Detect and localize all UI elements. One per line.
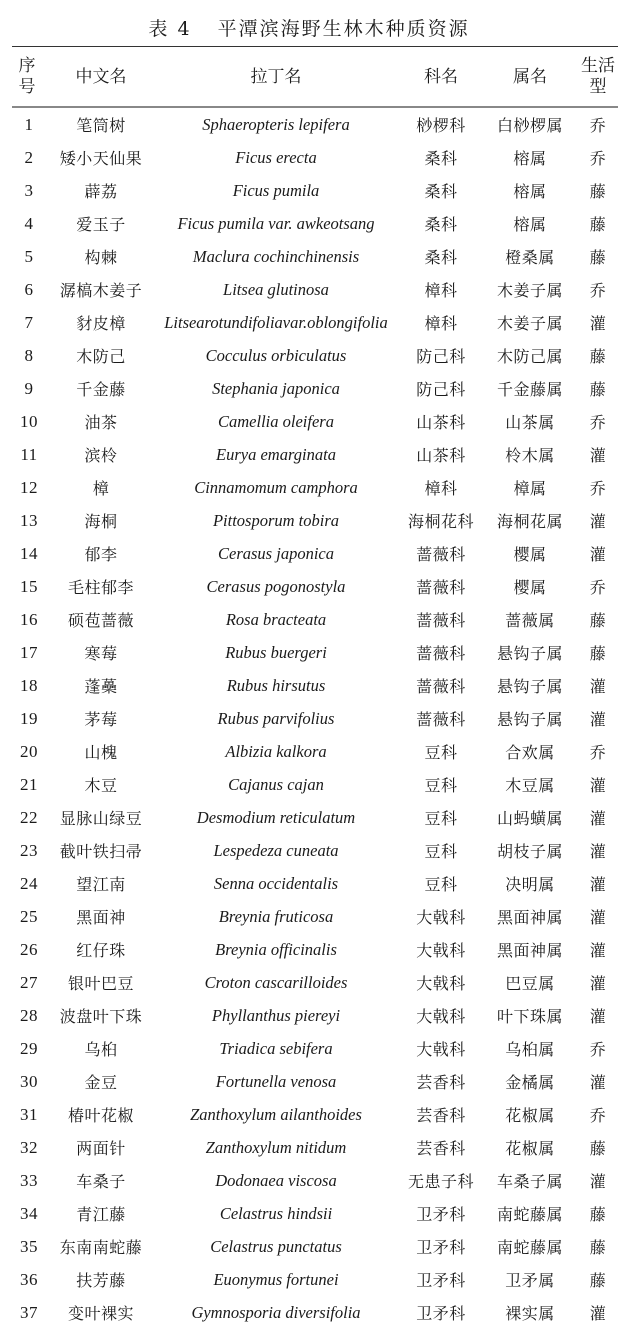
life-form: 乔 bbox=[589, 578, 607, 597]
genus-name: 橙桑属 bbox=[505, 248, 555, 267]
table-row bbox=[0, 900, 618, 933]
latin-name: Albizia kalkora bbox=[225, 741, 327, 761]
genus-name: 巴豆属 bbox=[505, 974, 555, 993]
family-name: 桑科 bbox=[424, 215, 458, 234]
life-form: 灌 bbox=[589, 776, 607, 795]
chinese-name: 木豆 bbox=[84, 776, 118, 795]
latin-name: Triadica sebifera bbox=[219, 1038, 333, 1058]
latin-name: Celastrus punctatus bbox=[210, 1236, 342, 1256]
chinese-name: 显脉山绿豆 bbox=[59, 809, 143, 828]
row-number: 30 bbox=[20, 1071, 38, 1091]
chinese-name: 千金藤 bbox=[76, 380, 126, 399]
genus-name: 卫矛属 bbox=[505, 1271, 555, 1290]
chinese-name: 薜荔 bbox=[84, 182, 118, 201]
chinese-name: 构棘 bbox=[84, 248, 118, 267]
family-name: 桫椤科 bbox=[416, 116, 466, 135]
family-name: 蔷薇科 bbox=[416, 710, 466, 729]
genus-name: 榕属 bbox=[513, 215, 547, 234]
latin-name: Desmodium reticulatum bbox=[196, 807, 356, 827]
genus-name: 柃木属 bbox=[505, 446, 555, 465]
row-number: 14 bbox=[20, 543, 38, 563]
family-name: 樟科 bbox=[424, 314, 458, 333]
life-form: 灌 bbox=[589, 875, 607, 894]
row-number: 22 bbox=[20, 807, 38, 827]
latin-name: Ficus erecta bbox=[235, 147, 317, 167]
row-number: 7 bbox=[24, 312, 34, 332]
latin-name: Zanthoxylum ailanthoides bbox=[190, 1104, 362, 1124]
life-form: 藤 bbox=[589, 215, 607, 234]
family-name: 大戟科 bbox=[416, 941, 466, 960]
latin-name: Phyllanthus piereyi bbox=[211, 1005, 341, 1025]
header-family: 科名 bbox=[424, 66, 458, 87]
life-form: 灌 bbox=[589, 1007, 607, 1026]
chinese-name: 海桐 bbox=[84, 512, 118, 531]
family-name: 豆科 bbox=[424, 842, 458, 861]
genus-name: 花椒属 bbox=[505, 1139, 555, 1158]
family-name: 蔷薇科 bbox=[416, 611, 466, 630]
latin-name: Sphaeropteris lepifera bbox=[202, 114, 350, 134]
genus-name: 山蚂蟥属 bbox=[496, 809, 563, 828]
latin-name: Stephania japonica bbox=[212, 378, 340, 398]
chinese-name: 波盘叶下珠 bbox=[59, 1007, 143, 1026]
table-header bbox=[0, 48, 618, 106]
genus-name: 木豆属 bbox=[505, 776, 555, 795]
life-form: 藤 bbox=[589, 1271, 607, 1290]
chinese-name: 蓬蘽 bbox=[84, 677, 118, 696]
latin-name: Ficus pumila var. awkeotsang bbox=[177, 213, 375, 233]
life-form: 灌 bbox=[589, 908, 607, 927]
family-name: 蔷薇科 bbox=[416, 644, 466, 663]
table-row bbox=[0, 801, 618, 834]
table-row bbox=[0, 405, 618, 438]
table-row bbox=[0, 570, 618, 603]
table-body bbox=[0, 108, 618, 1329]
table-row bbox=[0, 933, 618, 966]
latin-name: Breynia officinalis bbox=[215, 939, 337, 959]
life-form: 藤 bbox=[589, 611, 607, 630]
latin-name: Maclura cochinchinensis bbox=[192, 246, 360, 266]
row-number: 15 bbox=[20, 576, 38, 596]
latin-name: Celastrus hindsii bbox=[219, 1203, 333, 1223]
life-form: 灌 bbox=[589, 842, 607, 861]
life-form: 灌 bbox=[589, 512, 607, 531]
row-number: 27 bbox=[20, 972, 38, 992]
row-number: 29 bbox=[20, 1038, 38, 1058]
row-number: 24 bbox=[20, 873, 38, 893]
latin-name: Litsearotundifoliavar.oblongifolia bbox=[164, 312, 388, 332]
genus-name: 车桑子属 bbox=[496, 1172, 563, 1191]
family-name: 卫矛科 bbox=[416, 1304, 466, 1323]
row-number: 28 bbox=[20, 1005, 38, 1025]
family-name: 防己科 bbox=[416, 380, 466, 399]
chinese-name: 油茶 bbox=[84, 413, 118, 432]
life-form: 藤 bbox=[589, 644, 607, 663]
latin-name: Ficus pumila bbox=[232, 180, 320, 200]
latin-name: Dodonaea viscosa bbox=[215, 1170, 337, 1190]
genus-name: 乌桕属 bbox=[505, 1040, 555, 1059]
row-number: 17 bbox=[20, 642, 38, 662]
genus-name: 金橘属 bbox=[505, 1073, 555, 1092]
chinese-name: 滨柃 bbox=[84, 446, 118, 465]
family-name: 大戟科 bbox=[416, 1040, 466, 1059]
latin-name: Breynia fruticosa bbox=[218, 906, 334, 926]
table-row bbox=[0, 768, 618, 801]
chinese-name: 黑面神 bbox=[76, 908, 126, 927]
chinese-name: 两面针 bbox=[76, 1139, 126, 1158]
chinese-name: 樟 bbox=[92, 479, 110, 498]
latin-name: Cinnamomum camphora bbox=[194, 477, 358, 497]
genus-name: 胡枝子属 bbox=[496, 842, 563, 861]
family-name: 豆科 bbox=[424, 743, 458, 762]
family-name: 无患子科 bbox=[407, 1172, 474, 1191]
life-form: 灌 bbox=[589, 1304, 607, 1323]
life-form: 乔 bbox=[589, 743, 607, 762]
family-name: 大戟科 bbox=[416, 974, 466, 993]
table-row bbox=[0, 372, 618, 405]
row-number: 10 bbox=[20, 411, 38, 431]
genus-name: 悬钩子属 bbox=[496, 677, 563, 696]
table-row bbox=[0, 207, 618, 240]
header-genus: 属名 bbox=[513, 66, 547, 87]
chinese-name: 潺槁木姜子 bbox=[59, 281, 143, 300]
latin-name: Cerasus japonica bbox=[218, 543, 334, 563]
life-form: 藤 bbox=[589, 182, 607, 201]
genus-name: 裸实属 bbox=[505, 1304, 555, 1323]
family-name: 豆科 bbox=[424, 776, 458, 795]
latin-name: Cajanus cajan bbox=[228, 774, 324, 794]
chinese-name: 毛柱郁李 bbox=[67, 578, 134, 597]
table-row bbox=[0, 108, 618, 141]
table-row bbox=[0, 702, 618, 735]
genus-name: 木姜子属 bbox=[496, 314, 563, 333]
table-row bbox=[0, 834, 618, 867]
top-rule bbox=[12, 46, 618, 47]
row-number: 5 bbox=[24, 246, 34, 266]
table-row bbox=[0, 1098, 618, 1131]
life-form: 灌 bbox=[589, 710, 607, 729]
row-number: 18 bbox=[20, 675, 38, 695]
row-number: 1 bbox=[24, 114, 34, 134]
table-row bbox=[0, 1263, 618, 1296]
family-name: 樟科 bbox=[424, 479, 458, 498]
family-name: 芸香科 bbox=[416, 1139, 466, 1158]
row-number: 35 bbox=[20, 1236, 38, 1256]
chinese-name: 木防己 bbox=[76, 347, 126, 366]
genus-name: 樟属 bbox=[513, 479, 547, 498]
family-name: 大戟科 bbox=[416, 1007, 466, 1026]
header-latin-name: 拉丁名 bbox=[250, 66, 302, 87]
life-form: 乔 bbox=[589, 1106, 607, 1125]
row-number: 23 bbox=[20, 840, 38, 860]
chinese-name: 扶芳藤 bbox=[76, 1271, 126, 1290]
life-form: 灌 bbox=[589, 809, 607, 828]
life-form: 灌 bbox=[589, 446, 607, 465]
life-form: 藤 bbox=[589, 1205, 607, 1224]
table-row bbox=[0, 1032, 618, 1065]
genus-name: 白桫椤属 bbox=[496, 116, 563, 135]
chinese-name: 金豆 bbox=[84, 1073, 118, 1092]
header-no: 序 号 bbox=[18, 56, 36, 97]
life-form: 灌 bbox=[589, 941, 607, 960]
row-number: 34 bbox=[20, 1203, 38, 1223]
table-row bbox=[0, 339, 618, 372]
life-form: 乔 bbox=[589, 413, 607, 432]
chinese-name: 车桑子 bbox=[76, 1172, 126, 1191]
header-chinese-name: 中文名 bbox=[75, 66, 127, 87]
table-row bbox=[0, 867, 618, 900]
life-form: 灌 bbox=[589, 314, 607, 333]
life-form: 灌 bbox=[589, 974, 607, 993]
genus-name: 蔷薇属 bbox=[505, 611, 555, 630]
genus-name: 南蛇藤属 bbox=[496, 1205, 563, 1224]
family-name: 樟科 bbox=[424, 281, 458, 300]
latin-name: Rubus hirsutus bbox=[226, 675, 326, 695]
table-row bbox=[0, 1197, 618, 1230]
family-name: 山茶科 bbox=[416, 446, 466, 465]
family-name: 蔷薇科 bbox=[416, 578, 466, 597]
row-number: 13 bbox=[20, 510, 38, 530]
genus-name: 榕属 bbox=[513, 149, 547, 168]
life-form: 灌 bbox=[589, 677, 607, 696]
table-row bbox=[0, 1230, 618, 1263]
latin-name: Camellia oleifera bbox=[218, 411, 334, 431]
chinese-name: 郁李 bbox=[84, 545, 118, 564]
latin-name: Cocculus orbiculatus bbox=[205, 345, 347, 365]
chinese-name: 银叶巴豆 bbox=[67, 974, 134, 993]
life-form: 乔 bbox=[589, 281, 607, 300]
life-form: 藤 bbox=[589, 347, 607, 366]
genus-name: 千金藤属 bbox=[496, 380, 563, 399]
chinese-name: 豺皮樟 bbox=[76, 314, 126, 333]
life-form: 乔 bbox=[589, 1040, 607, 1059]
chinese-name: 东南南蛇藤 bbox=[59, 1238, 143, 1257]
family-name: 芸香科 bbox=[416, 1073, 466, 1092]
family-name: 桑科 bbox=[424, 182, 458, 201]
latin-name: Senna occidentalis bbox=[213, 873, 339, 893]
family-name: 卫矛科 bbox=[416, 1271, 466, 1290]
genus-name: 花椒属 bbox=[505, 1106, 555, 1125]
chinese-name: 乌桕 bbox=[84, 1040, 118, 1059]
genus-name: 决明属 bbox=[505, 875, 555, 894]
row-number: 32 bbox=[20, 1137, 38, 1157]
row-number: 4 bbox=[24, 213, 34, 233]
table-caption bbox=[0, 14, 618, 41]
latin-name: Litsea glutinosa bbox=[223, 279, 329, 299]
table-row bbox=[0, 537, 618, 570]
family-name: 卫矛科 bbox=[416, 1205, 466, 1224]
table-number: 表 4 bbox=[148, 18, 192, 40]
row-number: 11 bbox=[20, 444, 38, 464]
chinese-name: 青江藤 bbox=[76, 1205, 126, 1224]
latin-name: Euonymus fortunei bbox=[213, 1269, 339, 1289]
latin-name: Rubus parvifolius bbox=[217, 708, 335, 728]
row-number: 3 bbox=[24, 180, 34, 200]
genus-name: 山茶属 bbox=[505, 413, 555, 432]
family-name: 山茶科 bbox=[416, 413, 466, 432]
chinese-name: 截叶铁扫帚 bbox=[59, 842, 143, 861]
row-number: 36 bbox=[20, 1269, 38, 1289]
table-row bbox=[0, 999, 618, 1032]
row-number: 12 bbox=[20, 477, 38, 497]
life-form: 乔 bbox=[589, 149, 607, 168]
table-row bbox=[0, 1131, 618, 1164]
genus-name: 悬钩子属 bbox=[496, 644, 563, 663]
life-form: 藤 bbox=[589, 380, 607, 399]
life-form: 灌 bbox=[589, 1172, 607, 1191]
table-row bbox=[0, 735, 618, 768]
latin-name: Gymnosporia diversifolia bbox=[191, 1302, 361, 1322]
table-row bbox=[0, 273, 618, 306]
row-number: 26 bbox=[20, 939, 38, 959]
genus-name: 黑面神属 bbox=[496, 908, 563, 927]
table-row bbox=[0, 471, 618, 504]
family-name: 桑科 bbox=[424, 149, 458, 168]
latin-name: Pittosporum tobira bbox=[212, 510, 340, 530]
chinese-name: 椿叶花椒 bbox=[67, 1106, 134, 1125]
family-name: 豆科 bbox=[424, 809, 458, 828]
genus-name: 木防己属 bbox=[496, 347, 563, 366]
row-number: 25 bbox=[20, 906, 38, 926]
row-number: 9 bbox=[24, 378, 34, 398]
chinese-name: 望江南 bbox=[76, 875, 126, 894]
family-name: 蔷薇科 bbox=[416, 545, 466, 564]
table-row bbox=[0, 438, 618, 471]
family-name: 豆科 bbox=[424, 875, 458, 894]
genus-name: 樱属 bbox=[513, 578, 547, 597]
row-number: 6 bbox=[24, 279, 34, 299]
chinese-name: 茅莓 bbox=[84, 710, 118, 729]
latin-name: Rubus buergeri bbox=[225, 642, 327, 662]
life-form: 乔 bbox=[589, 479, 607, 498]
chinese-name: 山槐 bbox=[84, 743, 118, 762]
chinese-name: 笔筒树 bbox=[76, 116, 126, 135]
table-row bbox=[0, 603, 618, 636]
row-number: 20 bbox=[20, 741, 38, 761]
table-row bbox=[0, 1296, 618, 1329]
life-form: 藤 bbox=[589, 248, 607, 267]
chinese-name: 红仔珠 bbox=[76, 941, 126, 960]
life-form: 藤 bbox=[589, 1238, 607, 1257]
life-form: 灌 bbox=[589, 545, 607, 564]
row-number: 31 bbox=[20, 1104, 38, 1124]
genus-name: 樱属 bbox=[513, 545, 547, 564]
latin-name: Cerasus pogonostyla bbox=[206, 576, 346, 596]
table-row bbox=[0, 141, 618, 174]
genus-name: 叶下珠属 bbox=[496, 1007, 563, 1026]
genus-name: 海桐花属 bbox=[496, 512, 563, 531]
table-row bbox=[0, 636, 618, 669]
genus-name: 合欢属 bbox=[505, 743, 555, 762]
table-row bbox=[0, 966, 618, 999]
family-name: 蔷薇科 bbox=[416, 677, 466, 696]
life-form: 灌 bbox=[589, 1073, 607, 1092]
genus-name: 木姜子属 bbox=[496, 281, 563, 300]
row-number: 2 bbox=[24, 147, 34, 167]
latin-name: Fortunella venosa bbox=[215, 1071, 337, 1091]
row-number: 33 bbox=[20, 1170, 38, 1190]
family-name: 大戟科 bbox=[416, 908, 466, 927]
header-life-form: 生活 型 bbox=[581, 56, 615, 97]
table-row bbox=[0, 1164, 618, 1197]
latin-name: Eurya emarginata bbox=[216, 444, 336, 464]
genus-name: 南蛇藤属 bbox=[496, 1238, 563, 1257]
family-name: 防己科 bbox=[416, 347, 466, 366]
chinese-name: 变叶裸实 bbox=[67, 1304, 134, 1323]
table-row bbox=[0, 504, 618, 537]
life-form: 藤 bbox=[589, 1139, 607, 1158]
chinese-name: 矮小天仙果 bbox=[59, 149, 143, 168]
row-number: 21 bbox=[20, 774, 38, 794]
table-row bbox=[0, 240, 618, 273]
family-name: 海桐花科 bbox=[407, 512, 474, 531]
genus-name: 黑面神属 bbox=[496, 941, 563, 960]
family-name: 桑科 bbox=[424, 248, 458, 267]
row-number: 37 bbox=[20, 1302, 38, 1322]
chinese-name: 爱玉子 bbox=[76, 215, 126, 234]
family-name: 芸香科 bbox=[416, 1106, 466, 1125]
row-number: 8 bbox=[24, 345, 34, 365]
row-number: 19 bbox=[20, 708, 38, 728]
table-row bbox=[0, 669, 618, 702]
table-row bbox=[0, 306, 618, 339]
family-name: 卫矛科 bbox=[416, 1238, 466, 1257]
life-form: 乔 bbox=[589, 116, 607, 135]
chinese-name: 寒莓 bbox=[84, 644, 118, 663]
latin-name: Rosa bracteata bbox=[225, 609, 327, 629]
table-row bbox=[0, 174, 618, 207]
latin-name: Croton cascarilloides bbox=[204, 972, 348, 992]
row-number: 16 bbox=[20, 609, 38, 629]
genus-name: 悬钩子属 bbox=[496, 710, 563, 729]
genus-name: 榕属 bbox=[513, 182, 547, 201]
latin-name: Zanthoxylum nitidum bbox=[205, 1137, 347, 1157]
table-row bbox=[0, 1065, 618, 1098]
latin-name: Lespedeza cuneata bbox=[213, 840, 339, 860]
table-title: 平潭滨海野生林木种质资源 bbox=[217, 18, 470, 40]
chinese-name: 硕苞蔷薇 bbox=[67, 611, 134, 630]
